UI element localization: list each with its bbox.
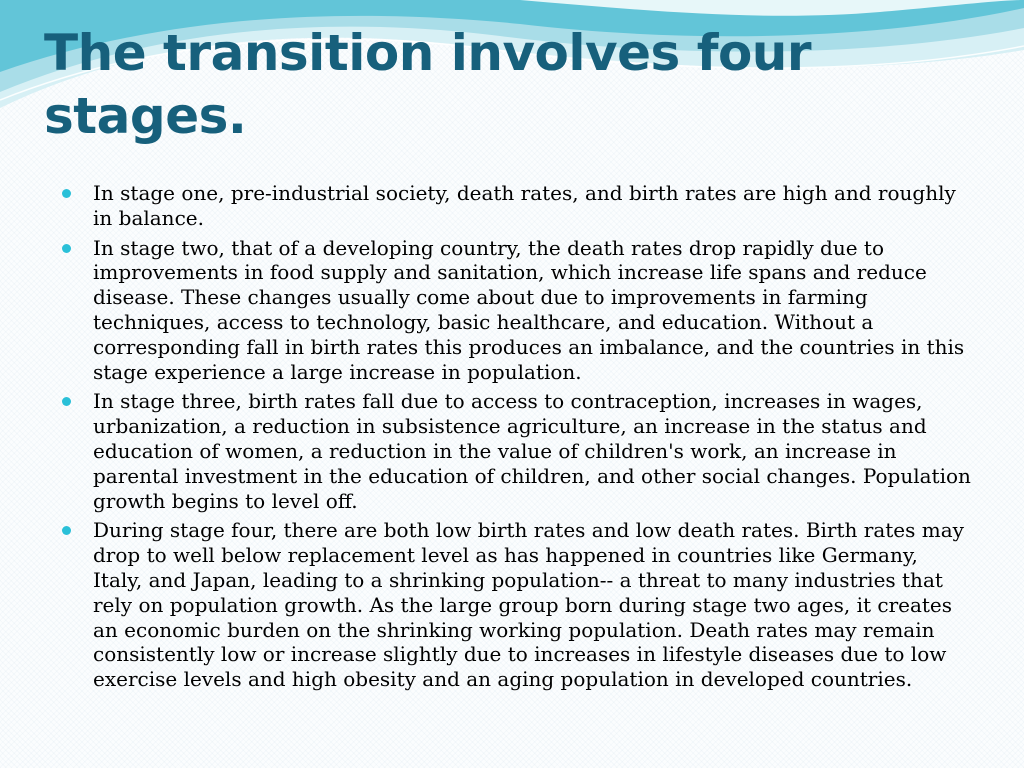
bullet-item-stage-three (62, 389, 972, 513)
bullet-dot-icon (62, 397, 71, 406)
slide-title: The transition involves four stages. (44, 24, 812, 145)
bullet-text: In stage three, birth rates fall due to access to contraception, increases in wages, urbanization, a reduction in subsistence agriculture, an increase in the status and education of women, a reduction in the value of children's work, an increase in parental investment in the education of children, and other social changes. Population growth begins to level off. (93, 389, 971, 513)
bullet-dot-icon (62, 244, 71, 253)
bullet-item-stage-four (62, 518, 972, 692)
bullet-dot-icon (62, 189, 71, 198)
bullet-text: During stage four, there are both low birth rates and low death rates. Birth rates may drop to well below replacement level as has happened in countries like Germany, Italy, and Japan, leading to a shrinking population-- a threat to many industries that rely on population growth. As the large group born during stage two ages, it creates an economic burden on the shrinking working population. Death rates may remain consistently low or increase slightly due to increases in lifestyle diseases due to low exercise levels and high obesity and an aging population in developed countries. (93, 518, 964, 692)
bullet-item-stage-one (62, 181, 972, 231)
bullet-list (62, 181, 972, 697)
bullet-item-stage-two (62, 236, 972, 385)
bullet-text: In stage one, pre-industrial society, death rates, and birth rates are high and roughly in balance. (93, 181, 956, 230)
bullet-dot-icon (62, 526, 71, 535)
bullet-text: In stage two, that of a developing country, the death rates drop rapidly due to improvements in food supply and sanitation, which increase life spans and reduce disease. These changes usually come about due to improvements in farming techniques, access to technology, basic healthcare, and education. Without a corresponding fall in birth rates this produces an imbalance, and the countries in this stage experience a large increase in population. (93, 235, 965, 384)
